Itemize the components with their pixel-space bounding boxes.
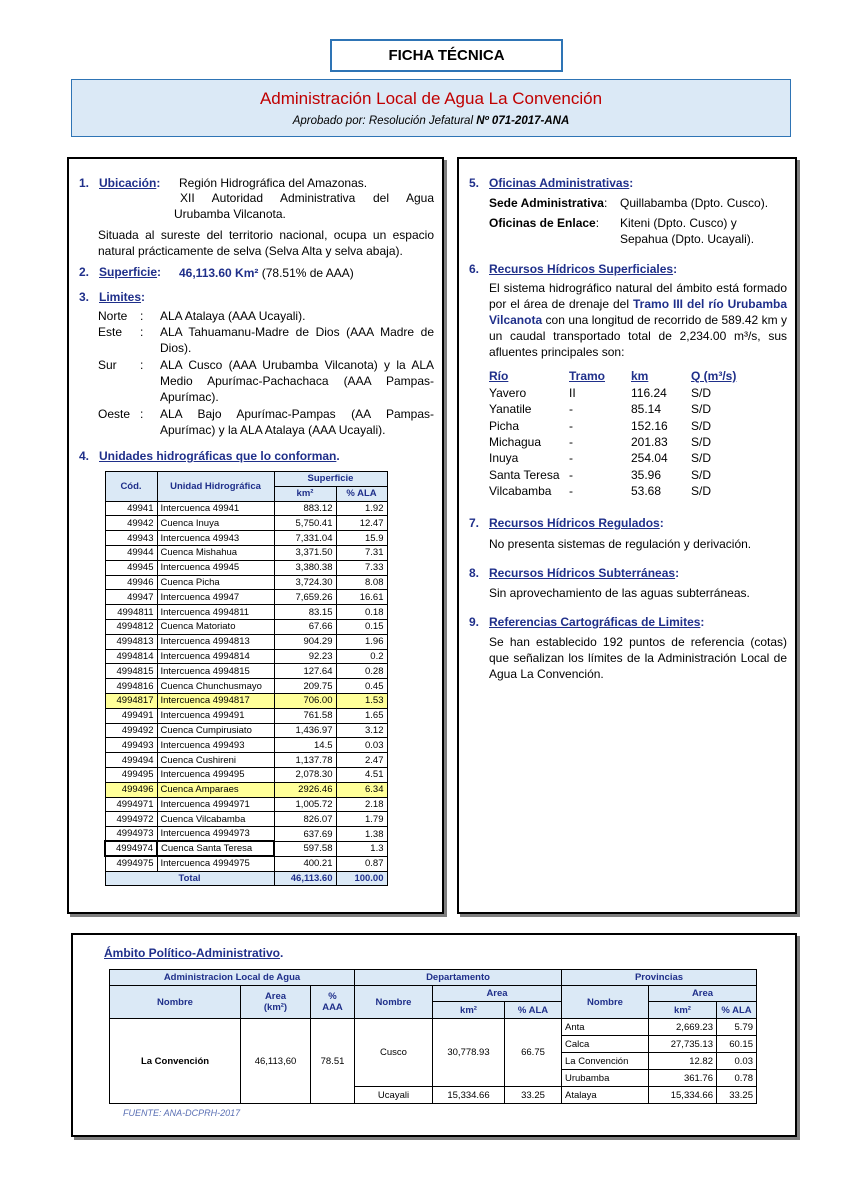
- cell-rio: Yanatile: [489, 402, 532, 417]
- cell-q: S/D: [691, 386, 712, 401]
- cell-unidad: Intercuenca 499495: [157, 767, 274, 782]
- ala-pct: 78.51: [311, 1019, 355, 1104]
- approval-code: Nº 071-2017-ANA: [476, 115, 570, 127]
- ala-area: 46,113,60: [241, 1019, 311, 1104]
- cell-cod: 49944: [105, 545, 157, 560]
- ubicacion-para: Situada al sureste del territorio nacional, ocupa un espacio natural prácticamente de selva (Selva Alta y selva abaja).: [98, 228, 434, 258]
- prov-km2: 2,669.23: [649, 1019, 717, 1036]
- cell-cod: 4994814: [105, 649, 157, 664]
- cell-km2: 1,137.78: [274, 753, 336, 768]
- table-row: [105, 782, 387, 797]
- total-pct: 100.00: [336, 871, 387, 886]
- cell-unidad: Cuenca Cumpirusiato: [157, 723, 274, 738]
- cell-pala: 0.2: [336, 649, 387, 664]
- table-row: [105, 619, 387, 634]
- cell-unidad: Intercuenca 49941: [157, 501, 274, 516]
- cell-km2: 637.69: [274, 827, 336, 842]
- cell-unidad: Cuenca Chunchusmayo: [157, 679, 274, 694]
- cell-km: 152.16: [631, 418, 668, 433]
- h-prov-km2: km²: [649, 1002, 717, 1019]
- cell-pala: 0.18: [336, 605, 387, 620]
- cell-cod: 4994815: [105, 664, 157, 679]
- table-row: [105, 797, 387, 812]
- cell-km2: 92.23: [274, 649, 336, 664]
- ficha-title: FICHA TÉCNICA: [330, 39, 563, 72]
- ubicacion-line1: Región Hidrográfica del Amazonas.: [179, 176, 368, 190]
- cell-km2: 1,005.72: [274, 797, 336, 812]
- cell-unidad: Intercuenca 49945: [157, 560, 274, 575]
- cell-unidad: Intercuenca 49943: [157, 531, 274, 546]
- section-number: 5.: [469, 176, 480, 190]
- cell-rio: Picha: [489, 418, 520, 433]
- h-prov-nombre: Nombre: [562, 986, 649, 1019]
- prov-pct: 0.03: [717, 1053, 757, 1070]
- limite-text-oeste: ALA Bajo Apurímac-Pampas (AA Pampas-Apurímac) y la ALA Atalaya (AAA Ucayali).: [160, 407, 434, 437]
- cell-pala: 0.45: [336, 679, 387, 694]
- h-prov-pala: % ALA: [717, 1002, 757, 1019]
- section-title: Unidades hidrográficas que lo conforman: [99, 449, 337, 463]
- limite-dir-este: Este: [98, 325, 123, 339]
- cell-km2: 3,371.50: [274, 545, 336, 560]
- prov-name: Atalaya: [562, 1087, 649, 1104]
- section-7-heading: 7. Recursos Hídricos Regulados:: [469, 516, 664, 530]
- h-prov: Provincias: [562, 970, 757, 986]
- cell-cod: 4994972: [105, 812, 157, 827]
- prov-pct: 60.15: [717, 1036, 757, 1053]
- cell-cod: 499494: [105, 753, 157, 768]
- cell-pala: 1.65: [336, 708, 387, 723]
- limite-colon: :: [140, 309, 144, 323]
- cell-km: 35.96: [631, 467, 662, 482]
- approval-line: [72, 115, 790, 127]
- cell-cod: 49946: [105, 575, 157, 590]
- cell-km2: 597.58: [274, 841, 336, 856]
- cell-tramo: -: [569, 451, 573, 466]
- cell-cod: 4994973: [105, 827, 157, 842]
- cell-cod: 499492: [105, 723, 157, 738]
- cell-cod: 4994812: [105, 619, 157, 634]
- cell-km2: 14.5: [274, 738, 336, 753]
- section-9-heading: 9. Referencias Cartográficas de Limites:: [469, 615, 705, 629]
- prov-pct: 5.79: [717, 1019, 757, 1036]
- cell-unidad: Intercuenca 4994973: [157, 827, 274, 842]
- cell-pala: 8.08: [336, 575, 387, 590]
- table-row: [105, 753, 387, 768]
- section-number: 8.: [469, 566, 480, 580]
- rio-row: [489, 385, 771, 401]
- dep-cusco-pct: 66.75: [505, 1019, 562, 1087]
- limite-text-norte: ALA Atalaya (AAA Ucayali).: [160, 309, 306, 323]
- cell-km2: 83.15: [274, 605, 336, 620]
- header-box: [71, 79, 791, 137]
- cell-cod: 499496: [105, 782, 157, 797]
- cell-cod: 49947: [105, 590, 157, 605]
- section-6-heading: 6. Recursos Hídricos Superficiales:: [469, 262, 678, 276]
- enlace-label-text: Oficinas de Enlace: [489, 216, 596, 230]
- cell-cod: 4994974: [105, 841, 157, 856]
- cell-unidad: Intercuenca 4994971: [157, 797, 274, 812]
- cell-km2: 761.58: [274, 708, 336, 723]
- section-title: Recursos Hídricos Subterráneas: [489, 566, 676, 580]
- cell-km2: 127.64: [274, 664, 336, 679]
- col-pala: % ALA: [336, 486, 387, 501]
- cell-km2: 904.29: [274, 634, 336, 649]
- h-area-label: Area: [264, 991, 287, 1002]
- h-dep-km2: km²: [433, 1002, 505, 1019]
- cell-q: S/D: [691, 402, 712, 417]
- section-number: 4.: [79, 449, 90, 463]
- rio-row: [489, 466, 771, 482]
- col-rio: Río: [489, 369, 509, 383]
- recursos-text-2: con una longitud de recorrido de 589.42 km y un caudal transportado total de 2,234.00 m³/s, sus afluentes principales son:: [489, 313, 787, 359]
- prov-pct: 0.78: [717, 1070, 757, 1087]
- table-row: [105, 856, 387, 871]
- table-row: [105, 708, 387, 723]
- cell-rio: Michagua: [489, 435, 542, 450]
- prov-km2: 361.76: [649, 1070, 717, 1087]
- cell-km2: 1,436.97: [274, 723, 336, 738]
- prov-km2: 12.82: [649, 1053, 717, 1070]
- section-8-heading: 8. Recursos Hídricos Subterráneas:: [469, 566, 680, 580]
- cell-unidad: Cuenca Mishahua: [157, 545, 274, 560]
- rio-row: [489, 450, 771, 466]
- section-4-heading: 4. Unidades hidrográficas que lo conforman.: [79, 449, 340, 463]
- cell-pala: 2.47: [336, 753, 387, 768]
- total-km2: 46,113.60: [274, 871, 336, 886]
- cell-unidad: Intercuenca 4994813: [157, 634, 274, 649]
- section-number: 9.: [469, 615, 480, 629]
- col-km2: km²: [274, 486, 336, 501]
- table-row: [105, 841, 387, 856]
- cell-km2: 5,750.41: [274, 516, 336, 531]
- table-row: [105, 679, 387, 694]
- section-number: 1.: [79, 176, 90, 190]
- cell-km2: 706.00: [274, 693, 336, 708]
- cell-unidad: Cuenca Cushireni: [157, 753, 274, 768]
- table-row: [105, 693, 387, 708]
- cell-cod: 4994975: [105, 856, 157, 871]
- ambito-title: Ámbito Político-Administrativo: [104, 946, 281, 960]
- dep-cusco-km2: 30,778.93: [433, 1019, 505, 1087]
- cell-pala: 1.96: [336, 634, 387, 649]
- cell-tramo: -: [569, 402, 573, 417]
- cell-cod: 499493: [105, 738, 157, 753]
- limite-text-este: ALA Tahuamanu-Madre de Dios (AAA Madre de Dios).: [160, 325, 434, 355]
- cell-km: 53.68: [631, 483, 662, 498]
- section-1-heading: 1. Ubicación:: [79, 176, 161, 190]
- enlace-value: Kiteni (Dpto. Cusco) y Sepahua (Dpto. Ucayali).: [620, 216, 755, 246]
- cell-pala: 1.3: [336, 841, 387, 856]
- h-ala-area: [241, 986, 311, 1019]
- superficie-value: [179, 265, 354, 281]
- cell-pala: 2.18: [336, 797, 387, 812]
- cell-km2: 67.66: [274, 619, 336, 634]
- cell-pala: 12.47: [336, 516, 387, 531]
- dep-ucayali-km2: 15,334.66: [433, 1087, 505, 1104]
- cell-unidad: Cuenca Inuya: [157, 516, 274, 531]
- cell-tramo: -: [569, 483, 573, 498]
- section-title: Referencias Cartográficas de Limites: [489, 615, 701, 629]
- sede-value: Quillabamba (Dpto. Cusco).: [620, 196, 769, 210]
- h-area-unit: (km²): [263, 1002, 288, 1013]
- cell-pala: 6.34: [336, 782, 387, 797]
- dep-ucayali: Ucayali: [355, 1087, 433, 1104]
- section-2-heading: 2. Superficie:: [79, 265, 162, 279]
- cell-rio: Vilcabamba: [489, 483, 552, 498]
- prov-name: La Convención: [562, 1053, 649, 1070]
- rios-table: [489, 367, 771, 499]
- limite-dir-oeste: Oeste: [98, 407, 131, 421]
- table-row: [105, 501, 387, 516]
- section-3-heading: 3. Limites:: [79, 290, 146, 304]
- section-number: 7.: [469, 516, 480, 530]
- cell-q: S/D: [691, 418, 712, 433]
- sede-label: Sede Administrativa:: [489, 196, 608, 210]
- table-row: [105, 649, 387, 664]
- cell-unidad: Intercuenca 4994817: [157, 693, 274, 708]
- h-dep-area: Area: [433, 986, 562, 1002]
- cell-pala: 1.92: [336, 501, 387, 516]
- section-title: Recursos Hídricos Superficiales: [489, 262, 674, 276]
- col-unidad: Unidad Hidrográfica: [157, 472, 274, 502]
- cell-pala: 7.33: [336, 560, 387, 575]
- cell-cod: 49945: [105, 560, 157, 575]
- cell-km2: 2,078.30: [274, 767, 336, 782]
- ambito-table: [109, 969, 757, 1104]
- table-row: [105, 575, 387, 590]
- limite-dir-norte: Norte: [98, 309, 128, 323]
- cell-pala: 1.38: [336, 827, 387, 842]
- cell-km2: 883.12: [274, 501, 336, 516]
- unidades-table: [104, 471, 388, 886]
- cell-km: 254.04: [631, 451, 668, 466]
- cell-unidad: Intercuenca 4994815: [157, 664, 274, 679]
- h-ala-nombre: Nombre: [110, 986, 241, 1019]
- cell-rio: Inuya: [489, 451, 519, 466]
- table-row: [105, 516, 387, 531]
- cell-km2: 3,724.30: [274, 575, 336, 590]
- limite-colon: :: [140, 407, 144, 421]
- table-row: [105, 767, 387, 782]
- cell-unidad: Cuenca Matoriato: [157, 619, 274, 634]
- prov-km2: 27,735.13: [649, 1036, 717, 1053]
- h-dep-pala: % ALA: [505, 1002, 562, 1019]
- cell-unidad: Intercuenca 4994814: [157, 649, 274, 664]
- recursos-para: [489, 280, 787, 360]
- dep-cusco: Cusco: [355, 1019, 433, 1087]
- cell-cod: 4994811: [105, 605, 157, 620]
- rio-row: [489, 418, 771, 434]
- table-row: [105, 605, 387, 620]
- dep-ucayali-pct: 33.25: [505, 1087, 562, 1104]
- section-title: Recursos Hídricos Regulados: [489, 516, 660, 530]
- ubicacion-line2: XII Autoridad Administrativa del Agua Urubamba Vilcanota.: [174, 191, 434, 221]
- rio-row: [489, 483, 771, 499]
- cell-km2: 7,659.26: [274, 590, 336, 605]
- cell-cod: 49941: [105, 501, 157, 516]
- cell-unidad: Intercuenca 4994975: [157, 856, 274, 871]
- table-row: [105, 545, 387, 560]
- col-km: km: [631, 369, 649, 383]
- cell-pala: 0.87: [336, 856, 387, 871]
- page-title: Administración Local de Agua La Convención: [259, 89, 603, 108]
- cell-pala: 0.28: [336, 664, 387, 679]
- cell-cod: 49942: [105, 516, 157, 531]
- table-row: [105, 827, 387, 842]
- referencias-text: Se han establecido 192 puntos de referencia (cotas) que señalizan los límites de la Administración Local de Agua La Convención.: [489, 635, 787, 681]
- cell-q: S/D: [691, 467, 712, 482]
- cell-cod: 49943: [105, 531, 157, 546]
- cell-cod: 499491: [105, 708, 157, 723]
- rio-row: [489, 401, 771, 417]
- section-number: 2.: [79, 265, 90, 279]
- cell-rio: Yavero: [489, 386, 527, 401]
- cell-tramo: -: [569, 467, 573, 482]
- cell-rio: Santa Teresa: [489, 467, 560, 482]
- cell-pala: 4.51: [336, 767, 387, 782]
- col-q: Q (m³/s): [691, 369, 737, 383]
- subterraneas-text: Sin aprovechamiento de las aguas subterráneas.: [489, 586, 750, 600]
- cell-tramo: II: [569, 386, 576, 401]
- recursos-text-1: El sistema hidrográfico natural del ámbito está formado por el área de drenaje del: [489, 281, 787, 311]
- cell-unidad: Cuenca Picha: [157, 575, 274, 590]
- cell-pala: 1.53: [336, 693, 387, 708]
- cell-q: S/D: [691, 435, 712, 450]
- h-ala-pct: [311, 986, 355, 1019]
- h-prov-area: Area: [649, 986, 757, 1002]
- cell-pala: 7.31: [336, 545, 387, 560]
- prov-name: Anta: [562, 1019, 649, 1036]
- ala-name: La Convención: [110, 1019, 241, 1104]
- cell-pala: 16.61: [336, 590, 387, 605]
- cell-pala: 3.12: [336, 723, 387, 738]
- cell-unidad: Cuenca Amparaes: [157, 782, 274, 797]
- regulados-text: No presenta sistemas de regulación y derivación.: [489, 537, 752, 551]
- h-pct-label: %: [328, 991, 337, 1002]
- cell-q: S/D: [691, 483, 712, 498]
- limite-colon: :: [140, 358, 144, 372]
- cell-cod: 4994971: [105, 797, 157, 812]
- table-row: [105, 812, 387, 827]
- cell-cod: 499495: [105, 767, 157, 782]
- rio-row: [489, 434, 771, 450]
- cell-unidad: Intercuenca 499493: [157, 738, 274, 753]
- superficie-pct: (78.51% de AAA): [258, 266, 354, 280]
- section-title: Ubicación: [99, 176, 157, 190]
- limite-colon: :: [140, 325, 144, 339]
- ambito-heading: Ámbito Político-Administrativo.: [104, 946, 284, 960]
- total-row: [105, 871, 387, 886]
- cell-unidad: Intercuenca 4994811: [157, 605, 274, 620]
- h-dep-nombre: Nombre: [355, 986, 433, 1019]
- table-row: [105, 560, 387, 575]
- limite-text-sur: ALA Cusco (AAA Urubamba Vilcanota) y la ALA Medio Apurímac-Pachachaca (AAA Pampas-Apurímac).: [160, 358, 434, 404]
- cell-unidad: Cuenca Vilcabamba: [157, 812, 274, 827]
- h-pct-unit: AAA: [322, 1002, 343, 1013]
- limite-dir-sur: Sur: [98, 358, 117, 372]
- cell-q: S/D: [691, 451, 712, 466]
- cell-pala: 1.79: [336, 812, 387, 827]
- section-title: Superficie: [99, 265, 158, 279]
- cell-km2: 7,331.04: [274, 531, 336, 546]
- section-number: 3.: [79, 290, 90, 304]
- cell-cod: 4994813: [105, 634, 157, 649]
- cell-cod: 4994817: [105, 693, 157, 708]
- table-row: [105, 590, 387, 605]
- col-cod: Cód.: [105, 472, 157, 502]
- cell-km2: 400.21: [274, 856, 336, 871]
- enlace-label: Oficinas de Enlace:: [489, 216, 600, 230]
- fuente-note: FUENTE: ANA-DCPRH-2017: [123, 1108, 241, 1118]
- sede-label-text: Sede Administrativa: [489, 196, 604, 210]
- table-row: [105, 664, 387, 679]
- cell-km: 201.83: [631, 435, 668, 450]
- cell-tramo: -: [569, 435, 573, 450]
- prov-pct: 33.25: [717, 1087, 757, 1104]
- cell-km: 85.14: [631, 402, 662, 417]
- cell-tramo: -: [569, 418, 573, 433]
- section-title: Oficinas Administrativas: [489, 176, 630, 190]
- cell-unidad: Cuenca Santa Teresa: [157, 841, 274, 856]
- cell-km2: 826.07: [274, 812, 336, 827]
- table-row: [105, 634, 387, 649]
- total-label: Total: [105, 871, 274, 886]
- cell-unidad: Intercuenca 49947: [157, 590, 274, 605]
- approval-prefix: Aprobado por: Resolución Jefatural: [292, 115, 477, 127]
- prov-name: Calca: [562, 1036, 649, 1053]
- cell-cod: 4994816: [105, 679, 157, 694]
- col-superficie: Superficie: [274, 472, 387, 487]
- cell-pala: 15.9: [336, 531, 387, 546]
- superficie-km2: 46,113.60 Km²: [179, 266, 259, 280]
- cell-pala: 0.03: [336, 738, 387, 753]
- section-title: Limites: [99, 290, 142, 304]
- prov-km2: 15,334.66: [649, 1087, 717, 1104]
- cell-km2: 209.75: [274, 679, 336, 694]
- cell-unidad: Intercuenca 499491: [157, 708, 274, 723]
- cell-pala: 0.15: [336, 619, 387, 634]
- cell-km: 116.24: [631, 386, 667, 401]
- cell-km2: 3,380.38: [274, 560, 336, 575]
- recursos-tramo: Tramo III del río Urubamba Vilcanota: [489, 297, 787, 327]
- section-number: 6.: [469, 262, 480, 276]
- table-row: [105, 531, 387, 546]
- section-5-heading: 5. Oficinas Administrativas:: [469, 176, 634, 190]
- prov-name: Urubamba: [562, 1070, 649, 1087]
- table-row: [105, 723, 387, 738]
- table-row: [105, 738, 387, 753]
- cell-km2: 2926.46: [274, 782, 336, 797]
- h-dep: Departamento: [355, 970, 562, 986]
- col-tramo: Tramo: [569, 369, 606, 383]
- h-ala: Administracion Local de Agua: [110, 970, 355, 986]
